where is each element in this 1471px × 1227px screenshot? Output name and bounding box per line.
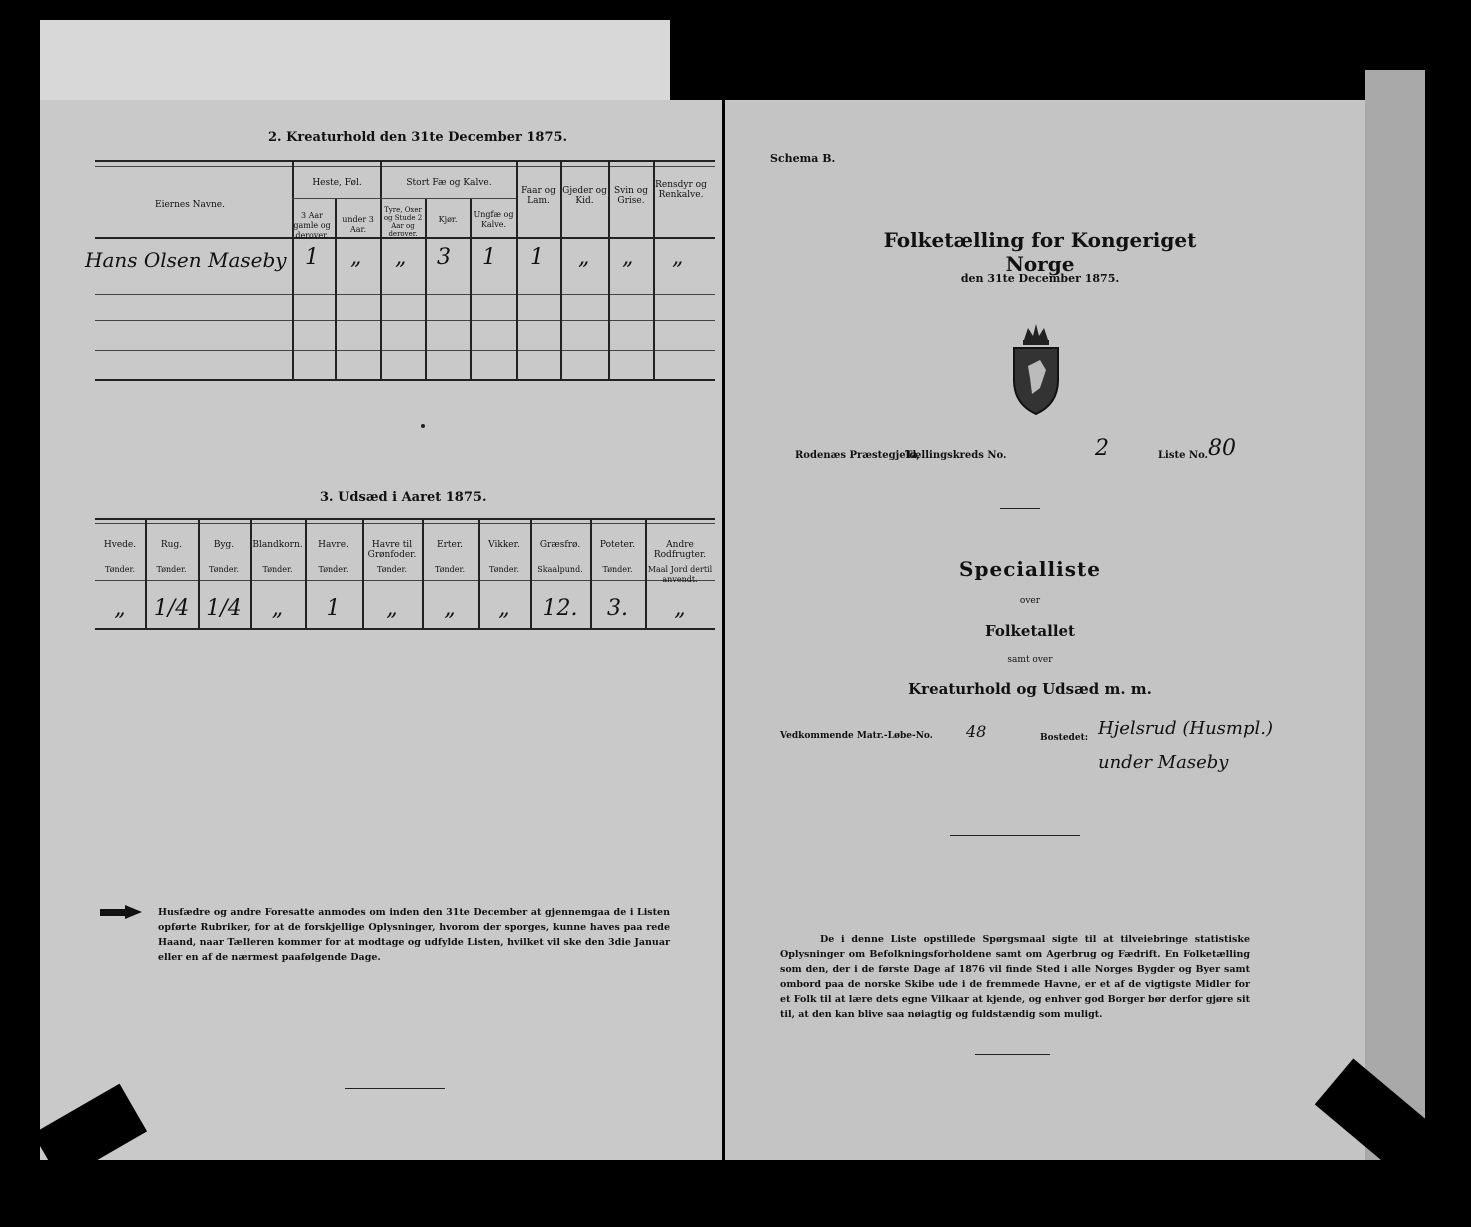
prestegjeld-label: Rodenæs Præstegjeld, xyxy=(795,450,920,461)
crop-name: Rug. xyxy=(160,540,183,550)
crop-name: Andre Rodfrugter. xyxy=(653,540,707,560)
val-gjeder: „ xyxy=(578,245,590,270)
crop-value: 1/4 xyxy=(153,596,190,621)
crop-name: Vikker. xyxy=(488,540,520,550)
crop-value: „ xyxy=(674,596,686,621)
crop-unit: Tønder. xyxy=(376,565,408,574)
header-heste-b: under 3 Aar. xyxy=(342,215,374,234)
crop-unit: Tønder. xyxy=(208,565,240,574)
kreaturhold-title: Kreaturhold og Udsæd m. m. xyxy=(908,680,1152,698)
bostedet-label: Bostedet: xyxy=(1040,733,1089,743)
owner-name: Hans Olsen Maseby xyxy=(85,248,287,272)
top-paper-strip xyxy=(40,20,670,105)
folketallet-title: Folketallet xyxy=(985,622,1075,640)
kreds-value: 2 xyxy=(1095,436,1109,461)
header-stortfae-b: Kjør. xyxy=(438,215,458,224)
val-heste-a: 1 xyxy=(305,245,319,270)
header-stortfae-c: Ungfæ og Kalve. xyxy=(473,210,514,229)
header-stortfae: Stort Fæ og Kalve. xyxy=(406,178,492,188)
info-paragraph: De i denne Liste opstillede Spørgsmaal sigte til at tilveiebringe statistiske Oplysninger om Befolkningsforholdene samt om Agerbrug og Fædrift. En Folketælling som den, der i de første Dage af 1876 vil finde Sted i alle Norges Bygder og Byer samt ombord paa de norske Skibe ude i de fremmede Havne, er et af de vigtigste Midler for et Folk til at lære dets egne Vilkaar at kjende, og enhver god Borger bør derfor gjøre sit til, at den kan blive saa nøiagtig og fuldstændig som muligt. xyxy=(780,934,1250,1020)
right-page-edge xyxy=(1365,70,1425,1160)
val-heste-b: „ xyxy=(350,245,362,270)
header-gjeder: Gjeder og Kid. xyxy=(562,186,607,206)
crop-unit: Tønder. xyxy=(488,565,520,574)
crop-value: „ xyxy=(386,596,398,621)
crop-unit: Tønder. xyxy=(434,565,466,574)
coat-of-arms-icon xyxy=(1006,318,1066,418)
crop-value: 1/4 xyxy=(206,596,242,621)
crop-unit: Tønder. xyxy=(104,565,136,574)
crop-unit: Skaalpund. xyxy=(537,565,583,574)
header-stortfae-a: Tyre, Oxer og Stude 2 Aar og derover. xyxy=(383,206,423,238)
crop-value: 1 xyxy=(326,596,341,621)
crop-name: Hvede. xyxy=(103,540,137,550)
val-stortfae-a: „ xyxy=(395,245,407,270)
crop-unit: Tønder. xyxy=(156,565,187,574)
val-svin: „ xyxy=(622,245,634,270)
title-date: den 31te December 1875. xyxy=(960,272,1120,285)
crop-name: Havre til Grønfoder. xyxy=(367,540,417,560)
val-rensdyr: „ xyxy=(672,245,684,270)
header-rensdyr: Rensdyr og Renkalve. xyxy=(655,180,707,200)
bostedet-value-2: under Maseby xyxy=(1098,752,1229,773)
pointing-hand-icon xyxy=(100,904,145,922)
notice-text: Husfædre og andre Foresatte anmodes om inden den 31te December at gjennemgaa de i Listen opførte Rubriker, for at de forskjellige Oplysninger, hvorom der sporges, kunne haves paa rede Haand, naar Tælleren kommer for at modtage og udfylde Listen, hvilket vil ske den 3die Januar eller en af de nærmest paafølgende Dage. xyxy=(158,907,670,963)
crop-name: Byg. xyxy=(213,540,235,550)
crop-value: „ xyxy=(271,596,284,621)
over-label: over xyxy=(1019,596,1041,606)
main-title: Folketælling for Kongeriget Norge xyxy=(883,228,1197,276)
crop-name: Poteter. xyxy=(599,540,636,550)
crop-value: 3. xyxy=(607,596,628,621)
val-stortfae-b: 3 xyxy=(437,245,451,270)
dot-mark xyxy=(421,424,425,428)
samt-over-label: samt over xyxy=(1007,655,1053,665)
crop-value: „ xyxy=(114,596,126,621)
header-svin: Svin og Grise. xyxy=(614,186,648,206)
header-heste: Heste, Føl. xyxy=(312,178,362,188)
crop-unit: Maal Jord dertil anvendt. xyxy=(647,565,713,584)
section3-title: 3. Udsæd i Aaret 1875. xyxy=(320,490,487,505)
crop-unit: Tønder. xyxy=(318,565,349,574)
liste-label: Liste No. xyxy=(1158,450,1209,461)
header-heste-a: 3 Aar gamle og derover. xyxy=(293,211,331,240)
section2-title: 2. Kreaturhold den 31te December 1875. xyxy=(268,130,568,145)
crop-name: Blandkorn. xyxy=(252,540,303,550)
header-owner: Eiernes Navne. xyxy=(155,200,225,210)
crop-name: Havre. xyxy=(318,540,349,550)
header-faar: Faar og Lam. xyxy=(521,186,556,206)
specialliste-title: Specialliste xyxy=(959,557,1101,581)
kreds-label: Tællingskreds No. xyxy=(905,450,1007,461)
crop-name: Erter. xyxy=(437,540,463,550)
liste-value: 80 xyxy=(1208,436,1236,461)
schema-label: Schema B. xyxy=(770,152,836,165)
val-stortfae-c: 1 xyxy=(482,245,496,270)
crop-value: „ xyxy=(444,596,456,621)
crop-unit: Tønder. xyxy=(262,565,293,574)
crop-name: Græsfrø. xyxy=(539,540,581,550)
matr-label: Vedkommende Matr.-Løbe-No. xyxy=(780,731,933,741)
bostedet-value-1: Hjelsrud (Husmpl.) xyxy=(1098,718,1274,739)
crop-unit: Tønder. xyxy=(602,565,633,574)
matr-value: 48 xyxy=(966,722,987,741)
val-faar: 1 xyxy=(530,245,544,270)
crop-value: „ xyxy=(498,596,510,621)
crop-value: 12. xyxy=(542,596,578,621)
